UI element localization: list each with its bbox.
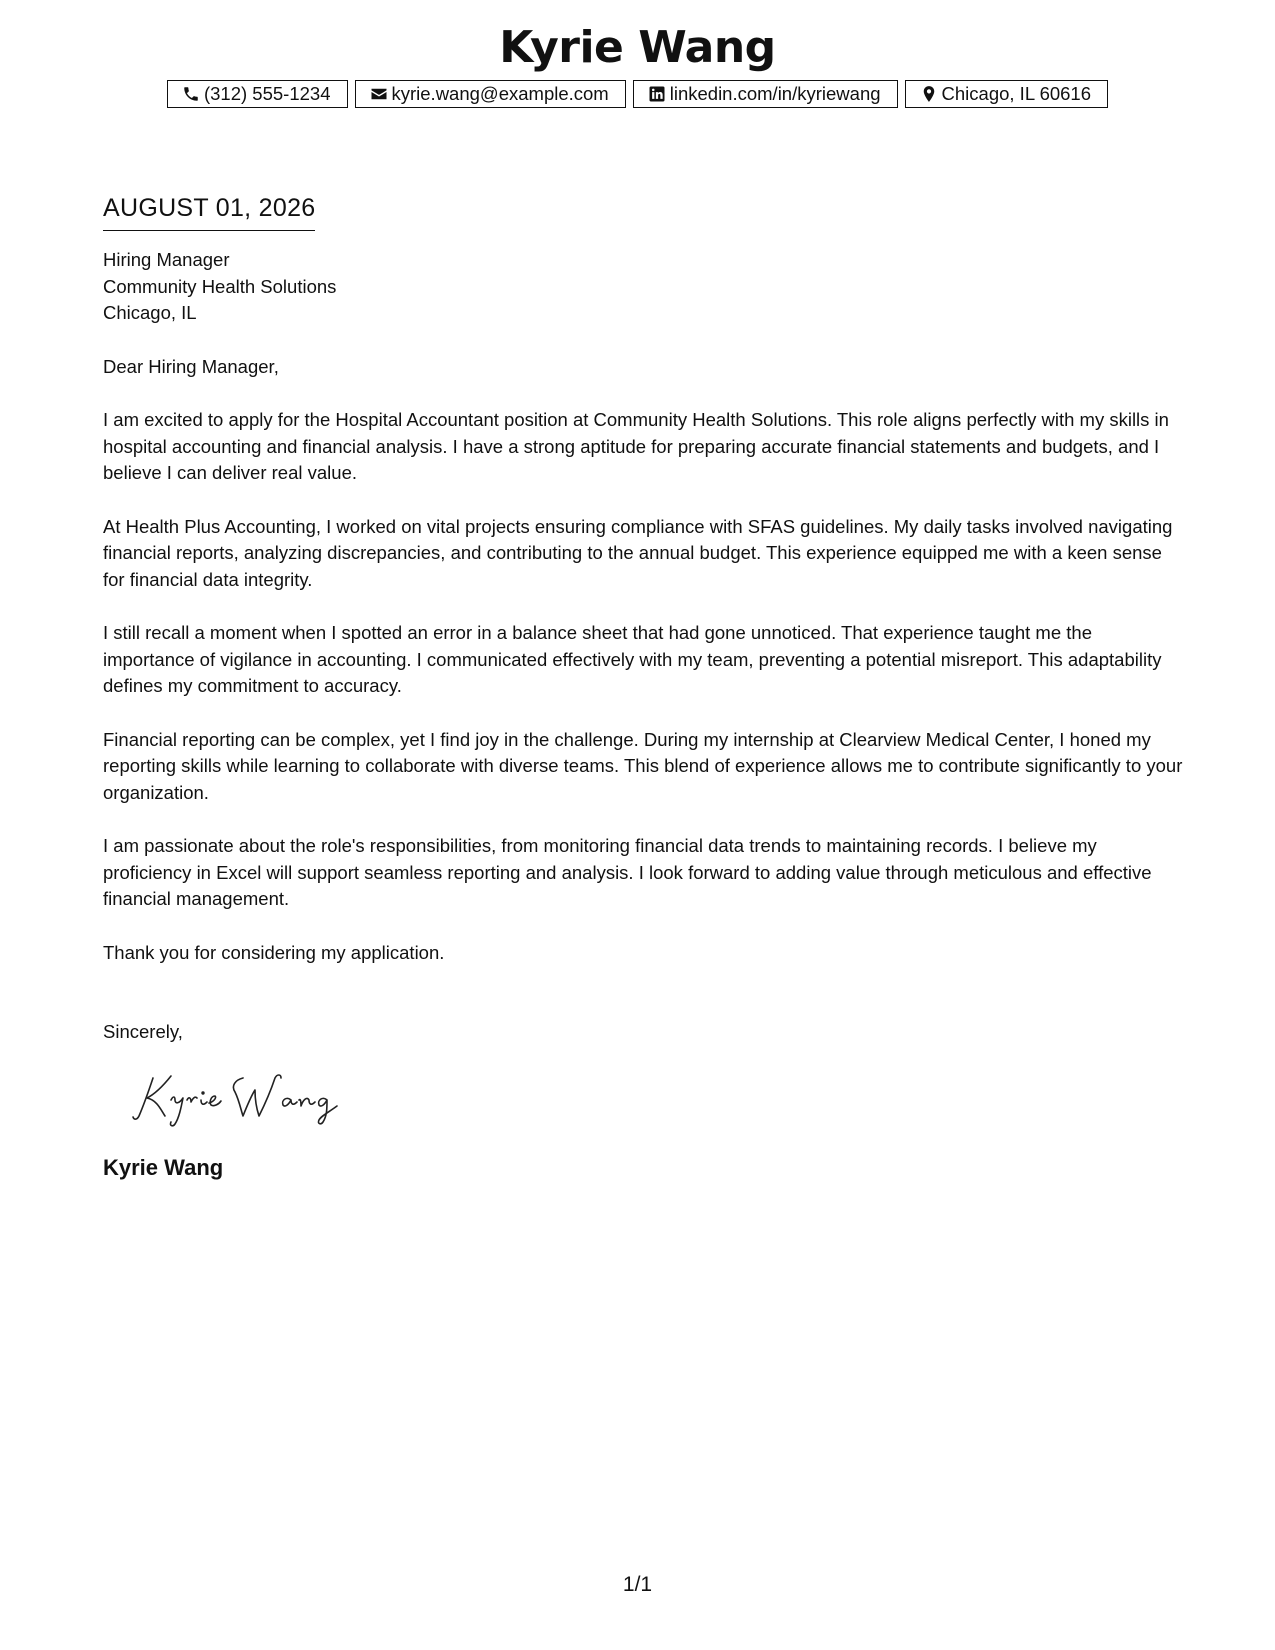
map-pin-icon [920, 85, 938, 103]
applicant-name-heading: Kyrie Wang [499, 22, 776, 73]
body-paragraph: I still recall a moment when I spotted an error in a balance sheet that had gone unnoticed. That experience taught me the importance of vigilance in accounting. I communicated effectively with my team, preventing a potential misreport. This adaptability defines my commitment to accuracy. [103, 622, 1162, 696]
phone-icon [182, 85, 200, 103]
letter-date: AUGUST 01, 2026 [103, 190, 315, 231]
recipient-title: Hiring Manager [103, 249, 230, 270]
linkedin-icon [648, 85, 666, 103]
thank-you-line: Thank you for considering my application. [103, 941, 445, 963]
body-paragraph: I am passionate about the role's responsibilities, from monitoring financial data trends to maintaining records. I believe my proficiency in Excel will support seamless reporting and analysis. I look forward to adding value through meticulous and effective financial management. [103, 835, 1152, 909]
email-text: kyrie.wang@example.com [391, 83, 609, 104]
contact-info-row [0, 80, 1275, 108]
contact-email[interactable] [355, 80, 626, 108]
page-number: 1/1 [622, 1573, 653, 1596]
salutation: Dear Hiring Manager, [103, 355, 279, 377]
body-paragraph: At Health Plus Accounting, I worked on vital projects ensuring compliance with SFAS guidelines. My daily tasks involved navigating financial reports, analyzing discrepancies, and contributing to the annual budget. This experience equipped me with a keen sense for financial data integrity. [103, 515, 1173, 590]
envelope-icon [370, 85, 388, 103]
closing-line: Sincerely, [103, 1021, 183, 1042]
location-text: Chicago, IL 60616 [941, 83, 1092, 104]
contact-linkedin[interactable] [633, 80, 898, 108]
contact-location [905, 80, 1108, 108]
letter-body [103, 190, 1183, 1183]
body-paragraph: Financial reporting can be complex, yet I find joy in the challenge. During my internship at Clearview Medical Center, I honed my reporting skills while learning to collaborate with diverse teams. This blend of experience allows me to contribute significantly to your organization. [103, 728, 1183, 803]
recipient-block [103, 247, 1183, 327]
recipient-company: Community Health Solutions [103, 275, 337, 297]
recipient-city: Chicago, IL [103, 302, 197, 323]
body-paragraph: I am excited to apply for the Hospital Accountant position at Community Health Solutions. This role aligns perfectly with my skills in hospital accounting and financial analysis. I have a strong aptitude for preparing accurate financial statements and budgets, and I believe I can deliver real value. [103, 409, 1169, 483]
signer-name: Kyrie Wang [103, 1154, 224, 1180]
contact-phone [167, 80, 348, 108]
linkedin-text: linkedin.com/in/kyriewang [669, 83, 881, 104]
phone-text: (312) 555-1234 [203, 83, 331, 104]
handwritten-signature [131, 1066, 351, 1128]
